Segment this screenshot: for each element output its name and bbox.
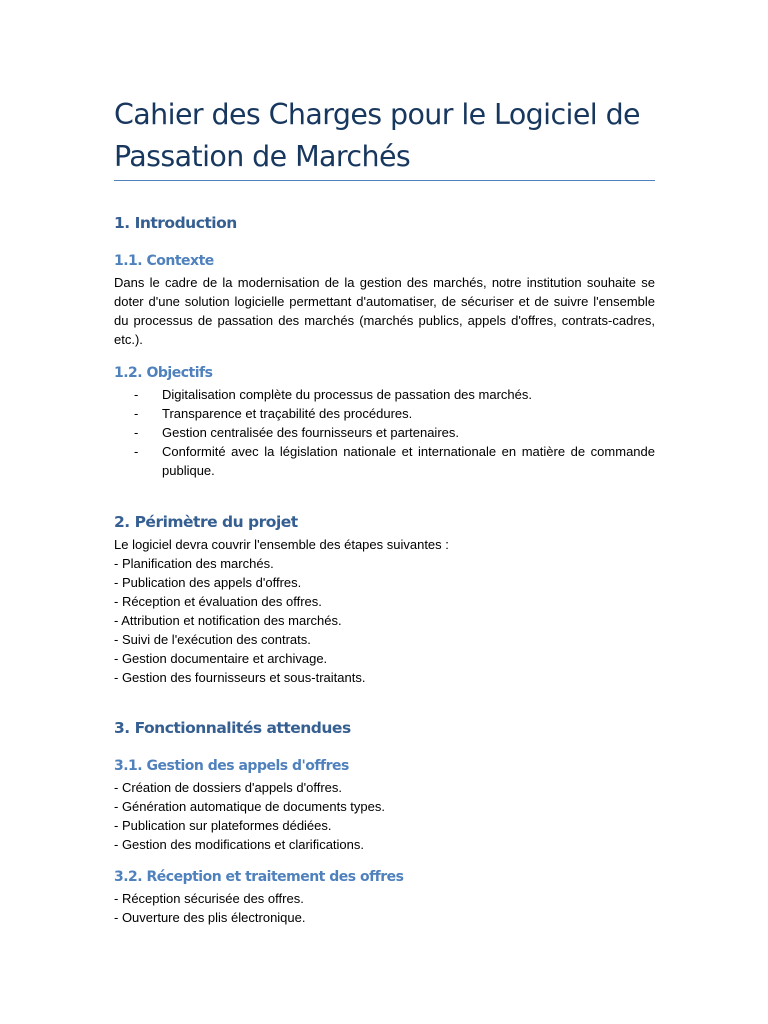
heading-fonctionnalites: 3. Fonctionnalités attendues — [114, 719, 351, 737]
heading-perimetre: 2. Périmètre du projet — [114, 513, 298, 531]
list-item — [114, 385, 655, 404]
heading-reception-offres: 3.2. Réception et traitement des offres — [114, 869, 404, 885]
list-item: - Création de dossiers d'appels d'offres. — [114, 780, 343, 795]
heading-objectifs: 1.2. Objectifs — [114, 365, 213, 381]
heading-appels-offres: 3.1. Gestion des appels d'offres — [114, 758, 349, 774]
list-item: - Génération automatique de documents types. — [114, 799, 385, 814]
perimetre-intro: Le logiciel devra couvrir l'ensemble des étapes suivantes : — [114, 537, 449, 552]
list-item-text: Transparence et traçabilité des procédures. — [162, 406, 413, 421]
dash-marker: - — [134, 406, 139, 421]
list-item: - Gestion documentaire et archivage. — [114, 651, 328, 666]
dash-marker: - — [134, 425, 139, 440]
list-item: - Ouverture des plis électronique. — [114, 910, 306, 925]
dash-marker: - — [134, 444, 139, 459]
list-item: - Gestion des modifications et clarifications. — [114, 837, 364, 852]
list-item — [114, 404, 655, 423]
paragraph-contexte: Dans le cadre de la modernisation de la gestion des marchés, notre institution souhaite se doter d'une solution logicielle permettant d'automatiser, de sécuriser et de suivre l'ensemble du processus de passation des marchés (marchés publics, appels d'offres, contrats-cadres, etc.). — [114, 275, 655, 347]
list-item: - Gestion des fournisseurs et sous-traitants. — [114, 670, 366, 685]
list-item: - Réception et évaluation des offres. — [114, 594, 322, 609]
list-item — [114, 442, 655, 480]
list-item-text: Gestion centralisée des fournisseurs et partenaires. — [162, 425, 459, 440]
objectifs-list — [114, 385, 655, 480]
list-item: - Publication des appels d'offres. — [114, 575, 302, 590]
list-item: - Réception sécurisée des offres. — [114, 891, 304, 906]
heading-introduction: 1. Introduction — [114, 214, 237, 232]
heading-contexte: 1.1. Contexte — [114, 253, 214, 269]
list-item-text: Digitalisation complète du processus de passation des marchés. — [162, 387, 532, 402]
list-item — [114, 423, 655, 442]
perimetre-block — [114, 535, 655, 687]
list-item: - Planification des marchés. — [114, 556, 274, 571]
dash-marker: - — [134, 387, 139, 402]
list-item: - Publication sur plateformes dédiées. — [114, 818, 332, 833]
title-underline — [114, 180, 655, 181]
list-item: - Attribution et notification des marchés. — [114, 613, 342, 628]
appels-offres-list — [114, 778, 655, 854]
reception-offres-list — [114, 889, 655, 927]
list-item-text: Conformité avec la législation nationale et internationale en matière de commande publique. — [162, 444, 655, 478]
list-item: - Suivi de l'exécution des contrats. — [114, 632, 311, 647]
document-title: Cahier des Charges pour le Logiciel de Passation de Marchés — [114, 98, 640, 173]
